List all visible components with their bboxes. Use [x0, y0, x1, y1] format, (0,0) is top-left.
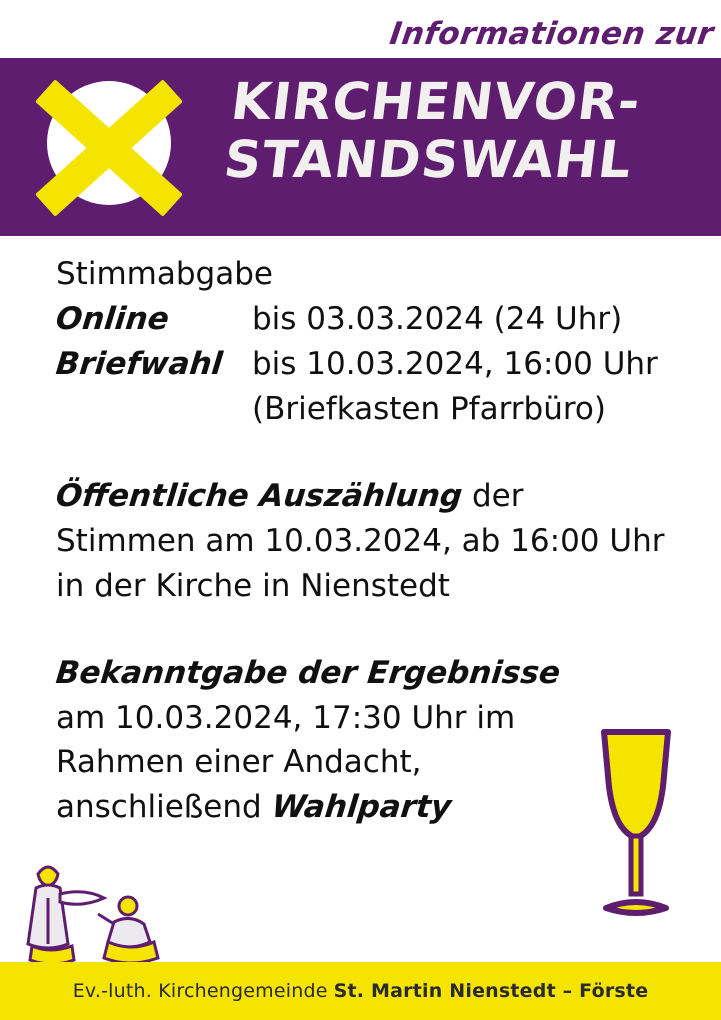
voting-online-value: bis 03.03.2024 (24 Uhr) [252, 300, 623, 337]
counting-strong: Öffentliche Auszählung [54, 477, 465, 514]
results-block [56, 651, 676, 831]
results-line-2: Rahmen einer Andacht, [56, 744, 422, 781]
voting-online-row [56, 297, 676, 342]
voting-online-label: Online [54, 300, 171, 337]
results-line-3-prefix: anschließend [56, 789, 272, 826]
results-party-strong: Wahlparty [269, 789, 453, 826]
champagne-glass-icon [590, 726, 682, 922]
voting-postal-note: (Briefkasten Pfarrbüro) [252, 390, 606, 427]
results-line-3 [56, 785, 676, 830]
voting-heading: Stimmabgabe [56, 256, 273, 292]
results-heading [56, 651, 676, 696]
counting-block [56, 474, 676, 609]
counting-line-1 [56, 474, 676, 519]
counting-line-3: in der Kirche in Nienstedt [56, 567, 450, 604]
footer-parish: St. Martin Nienstedt – Förste [333, 980, 649, 1002]
page-title [221, 74, 720, 189]
page-title-line-2: STANDSWAHL [220, 130, 636, 190]
circle-x-ballot-icon [24, 68, 194, 228]
results-heading-text: Bekanntgabe der Ergebnisse [54, 654, 563, 691]
results-line-1: am 10.03.2024, 17:30 Uhr im [56, 699, 516, 736]
poster-kicker: Informationen zur [386, 16, 716, 52]
footer [0, 962, 721, 1020]
poster-body [56, 252, 676, 830]
voting-postal-row [56, 342, 676, 387]
counting-line-2: Stimmen am 10.03.2024, ab 16:00 Uhr [56, 522, 665, 559]
bishop-and-kneeling-person-icon [10, 858, 180, 968]
voting-postal-value: bis 10.03.2024, 16:00 Uhr [252, 345, 658, 382]
footer-prefix: Ev.-luth. Kirchengemeinde [72, 980, 328, 1002]
page-title-line-1: KIRCHENVOR- [227, 73, 644, 132]
counting-rest: der [462, 477, 524, 514]
ballot-logo [24, 68, 194, 228]
voting-postal-label: Briefwahl [54, 345, 225, 382]
